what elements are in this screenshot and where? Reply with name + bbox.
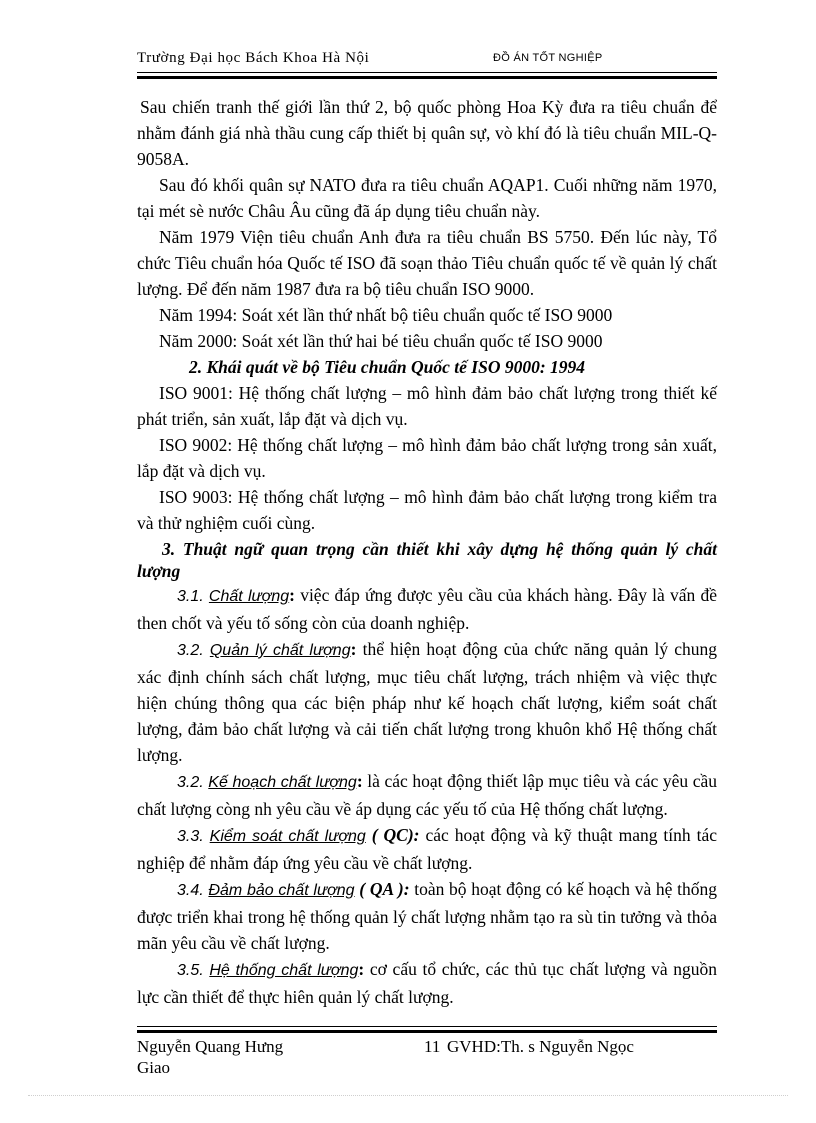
term-abbreviation: ( QA ): [354,879,410,899]
term-colon: : [356,771,363,791]
section-heading-3: 3. Thuật ngữ quan trọng cần thiết khi xây dựng hệ thống quản lý chất lượng [137,539,717,581]
term-label: Kế hoạch chất lượng [208,774,357,791]
author-name: Nguyễn Quang Hưng [137,1037,284,1056]
paragraph-history-3: Năm 1979 Viện tiêu chuẩn Anh đưa ra tiêu chuẩn BS 5750. Đến lúc này, Tổ chức Tiêu chuẩn hóa Quốc tế ISO đã soạn thảo Tiêu chuẩn quốc tế về quản lý chất lượng. Để đến năm 1987 đưa ra bộ tiêu chuẩn ISO 9000. [137,227,717,299]
term-quality-assurance [137,876,717,956]
school-name: Trường Đại học Bách Khoa Hà Nội [137,50,370,66]
term-abbreviation: ( QC): [365,825,420,845]
advisor-name-continued: Giao [137,1058,171,1077]
page-header [137,50,717,70]
term-definition: việc đáp ứng được yêu cầu của khách hàng. Đây là vấn đề then chốt và yếu tố sống còn của doanh nghiệp. [137,585,717,633]
term-number: 3.3. [177,828,204,845]
term-colon: : [358,959,365,979]
paragraph-2000: Năm 2000: Soát xét lần thứ hai bé tiêu chuẩn quốc tế ISO 9000 [159,331,603,351]
term-label: Kiểm soát chất lượng [209,828,366,845]
paragraph-iso-9002: ISO 9002: Hệ thống chất lượng – mô hình đảm bảo chất lượng trong sản xuất, lắp đặt và dịch vụ. [137,435,717,481]
term-definition: toàn bộ hoạt động có kế hoạch và hệ thống được triển khai trong hệ thống quản lý chất lượng nhằm tạo ra sù tin tưởng và thỏa mãn yêu cầu về chất lượng. [137,879,718,953]
term-number: 3.2. [177,774,204,791]
header-rule-thin [137,72,717,73]
paragraph-history-1: Sau chiến tranh thế giới lần thứ 2, bộ quốc phòng Hoa Kỳ đưa ra tiêu chuẩn để nhằm đánh giá nhà thầu cung cấp thiết bị quân sự, vò khí đó là tiêu chuẩn MIL-Q-9058A. [137,97,717,169]
term-number: 3.4. [177,882,204,899]
paragraph-1994: Năm 1994: Soát xét lần thứ nhất bộ tiêu chuẩn quốc tế ISO 9000 [159,305,613,325]
paragraph-history-2: Sau đó khối quân sự NATO đưa ra tiêu chuẩn AQAP1. Cuối những năm 1970, tại mét sè nước Châu Âu cũng đã áp dụng tiêu chuẩn này. [137,175,717,221]
term-number: 3.2. [177,642,204,659]
term-label: Quản lý chất lượng [209,642,351,659]
term-number: 3.1. [177,588,204,605]
page-number: 11 [424,1037,441,1056]
footer-rule-thin [137,1026,717,1027]
term-quality-system [137,956,717,1010]
term-label: Chất lượng [208,588,290,605]
term-label: Đảm bảo chất lượng [208,882,355,899]
term-definition: các hoạt động và kỹ thuật mang tính tác nghiệp để nhằm đáp ứng yêu cầu về chất lượng. [137,825,718,873]
term-definition: cơ cấu tổ chức, các thủ tục chất lượng và nguồn lực cần thiết để thực hiên quản lý chất lượng. [137,959,718,1007]
term-colon: : [350,639,357,659]
term-quality-management [137,636,717,768]
term-quality-control [137,822,717,876]
term-colon: : [289,585,295,605]
term-quality [137,582,717,636]
page-body [137,94,717,1010]
section-heading-2: 2. Khái quát về bộ Tiêu chuẩn Quốc tế ISO 9000: 1994 [189,357,586,377]
term-definition: là các hoạt động thiết lập mục tiêu và các yêu cầu chất lượng còng nh yêu cầu về áp dụng các yếu tố của Hệ thống chất lượng. [137,771,717,819]
advisor-name: GVHD:Th. s Nguyễn Ngọc [447,1037,634,1056]
header-rule-thick [137,76,717,79]
footer-rule-thick [137,1030,717,1033]
page-bottom-dotted-line [28,1095,788,1096]
document-title: ĐỒ ÁN TỐT NGHIỆP [493,52,603,64]
term-number: 3.5. [177,962,204,979]
term-label: Hệ thống chất lượng [209,962,359,979]
term-quality-planning [137,768,717,822]
paragraph-iso-9001: ISO 9001: Hệ thống chất lượng – mô hình đảm bảo chất lượng trong thiết kế phát triển, sản xuất, lắp đặt và dịch vụ. [137,383,717,429]
paragraph-iso-9003: ISO 9003: Hệ thống chất lượng – mô hình đảm bảo chất lượng trong kiểm tra và thử nghiệm cuối cùng. [137,487,717,533]
term-definition: thể hiện hoạt động của chức năng quản lý chung xác định chính sách chất lượng, mục tiêu chất lượng, trách nhiệm và việc thực hiện chúng thông qua các biện pháp như kế hoạch chất lượng, kiểm soát chất lượng, đảm bảo chất lượng và cải tiến chất lượng trong khuôn khổ Hệ thống chất lượng. [137,639,718,765]
